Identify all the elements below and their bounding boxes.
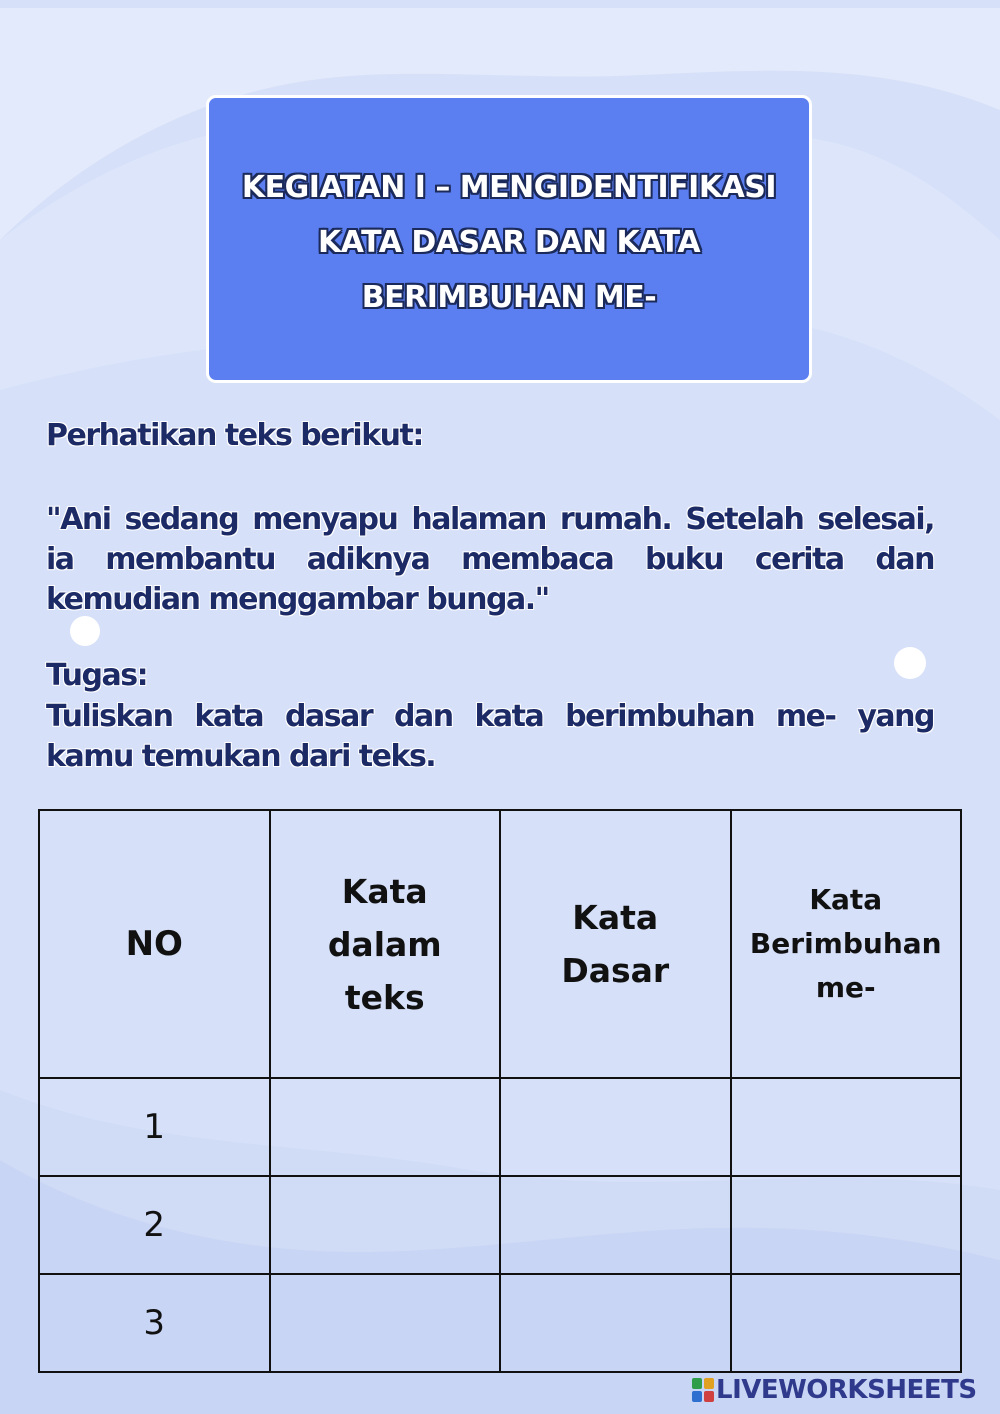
- table-row: [39, 1078, 961, 1176]
- table-row: [39, 1176, 961, 1274]
- liveworksheets-brand[interactable]: [692, 1374, 977, 1406]
- answer-cell-kata-dasar[interactable]: [500, 1176, 731, 1274]
- passage-text: "Ani sedang menyapu halaman rumah. Setelah selesai, ia membantu adiknya membaca buku cerita dan kemudian menggambar bunga.": [46, 502, 934, 617]
- answer-cell-kata-dalam-teks[interactable]: [270, 1274, 501, 1372]
- header-line: dalam: [327, 924, 442, 964]
- header-line: me-: [815, 971, 876, 1004]
- task-label: Tugas:: [46, 658, 148, 693]
- answer-cell-kata-dasar[interactable]: [500, 1078, 731, 1176]
- header-kata-dalam-teks: [270, 810, 501, 1078]
- header-line: Berimbuhan: [749, 927, 942, 960]
- answer-table: [38, 809, 962, 1373]
- answer-cell-kata-dalam-teks[interactable]: [270, 1078, 501, 1176]
- title-line: KEGIATAN I – MENGIDENTIFIKASI: [241, 170, 777, 205]
- answer-cell-kata-dalam-teks[interactable]: [270, 1176, 501, 1274]
- header-line: Dasar: [561, 951, 670, 990]
- answer-cell-kata-berimbuhan[interactable]: [731, 1176, 962, 1274]
- brand-label: LIVEWORKSHEETS: [716, 1375, 977, 1405]
- page-title: [209, 160, 809, 325]
- title-banner: [206, 95, 812, 383]
- header-line: Kata: [341, 871, 428, 911]
- answer-cell-kata-dasar[interactable]: [500, 1274, 731, 1372]
- header-kata-dasar: [500, 810, 731, 1078]
- title-line: KATA DASAR DAN KATA: [317, 225, 701, 260]
- row-number: 3: [39, 1274, 270, 1372]
- table-header-row: [39, 810, 961, 1078]
- liveworksheets-logo-icon: [692, 1378, 714, 1402]
- header-kata-berimbuhan: [731, 810, 962, 1078]
- header-line: teks: [344, 977, 425, 1017]
- task-text: Tuliskan kata dasar dan kata berimbuhan me- yang kamu temukan dari teks.: [46, 699, 934, 774]
- header-no: NO: [39, 810, 270, 1078]
- answer-cell-kata-berimbuhan[interactable]: [731, 1078, 962, 1176]
- table-row: [39, 1274, 961, 1372]
- row-number: 2: [39, 1176, 270, 1274]
- intro-text: Perhatikan teks berikut:: [46, 418, 423, 453]
- row-number: 1: [39, 1078, 270, 1176]
- decorative-dot: [70, 616, 100, 646]
- header-line: Kata: [809, 883, 883, 916]
- answer-cell-kata-berimbuhan[interactable]: [731, 1274, 962, 1372]
- title-line: BERIMBUHAN ME-: [361, 280, 657, 315]
- header-line: Kata: [572, 898, 659, 937]
